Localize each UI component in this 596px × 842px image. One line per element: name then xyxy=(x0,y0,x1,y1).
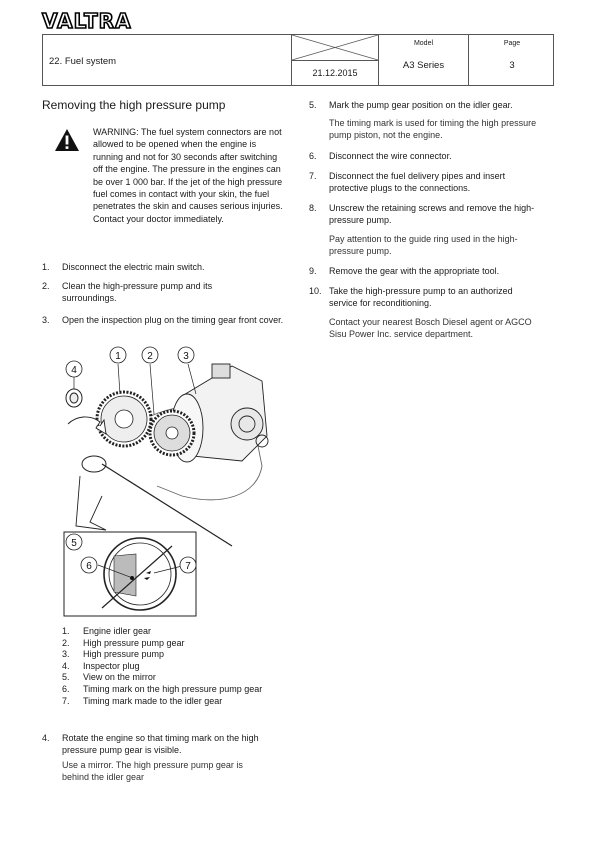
page-title: Removing the high pressure pump xyxy=(42,98,226,112)
step-10-note: Contact your nearest Bosch Diesel agent or AGCO Sisu Power Inc. service department. xyxy=(329,317,532,339)
legend-item: 5. View on the mirror xyxy=(62,672,156,683)
callout-7: 7 xyxy=(185,561,191,572)
legend-item: 3. High pressure pump xyxy=(62,649,165,660)
page-label: Page xyxy=(503,40,521,47)
legend-item: 4. Inspector plug xyxy=(62,660,140,671)
valtra-logo: VALTRA xyxy=(42,9,132,33)
step-8-note: Pay attention to the guide ring used in the high-pressure pump. xyxy=(329,234,518,256)
model-cell xyxy=(378,35,468,85)
step-5-note: The timing mark is used for timing the high pressure pump piston, not the engine. xyxy=(329,118,537,140)
date-cell xyxy=(291,35,378,85)
legend-item: 1. Engine idler gear xyxy=(62,626,152,636)
document-header xyxy=(42,34,554,86)
callout-4: 4 xyxy=(71,365,77,376)
legend-item: 2. High pressure pump gear xyxy=(62,637,185,648)
legend-item: 7. Timing mark made to the idler gear xyxy=(62,695,223,706)
document-date: 21.12.2015 xyxy=(312,68,358,78)
callout-2: 2 xyxy=(147,351,153,362)
model-label: Model xyxy=(413,40,434,47)
figure-legend xyxy=(62,626,262,707)
warning-text: WARNING: The fuel system connectors are not allowed to be opened when the engine is running and not for 30 seconds after switching off the engine. The pressure in the engines can be over 1 000 bar. If the jet of the high pressure fuel comes in contact with your skin, the fuel penetrates the skin and causes serious injuries. Contact your doctor immediately. xyxy=(93,127,283,224)
section-title: 22. Fuel system xyxy=(49,56,117,67)
page-cell xyxy=(468,35,555,85)
callout-5: 5 xyxy=(71,538,77,549)
model-value: A3 Series xyxy=(402,60,445,71)
crossed-box xyxy=(292,35,378,61)
warning-icon xyxy=(54,128,80,157)
pump-illustration xyxy=(62,346,270,618)
callout-3: 3 xyxy=(183,351,189,362)
page-value: 3 xyxy=(509,60,515,71)
callout-6: 6 xyxy=(86,561,92,572)
step-4-note: Use a mirror. The high pressure pump gear is behind the idler gear xyxy=(62,760,243,782)
callout-1: 1 xyxy=(115,351,121,362)
legend-item: 6. Timing mark on the high pressure pump gear xyxy=(62,683,263,694)
